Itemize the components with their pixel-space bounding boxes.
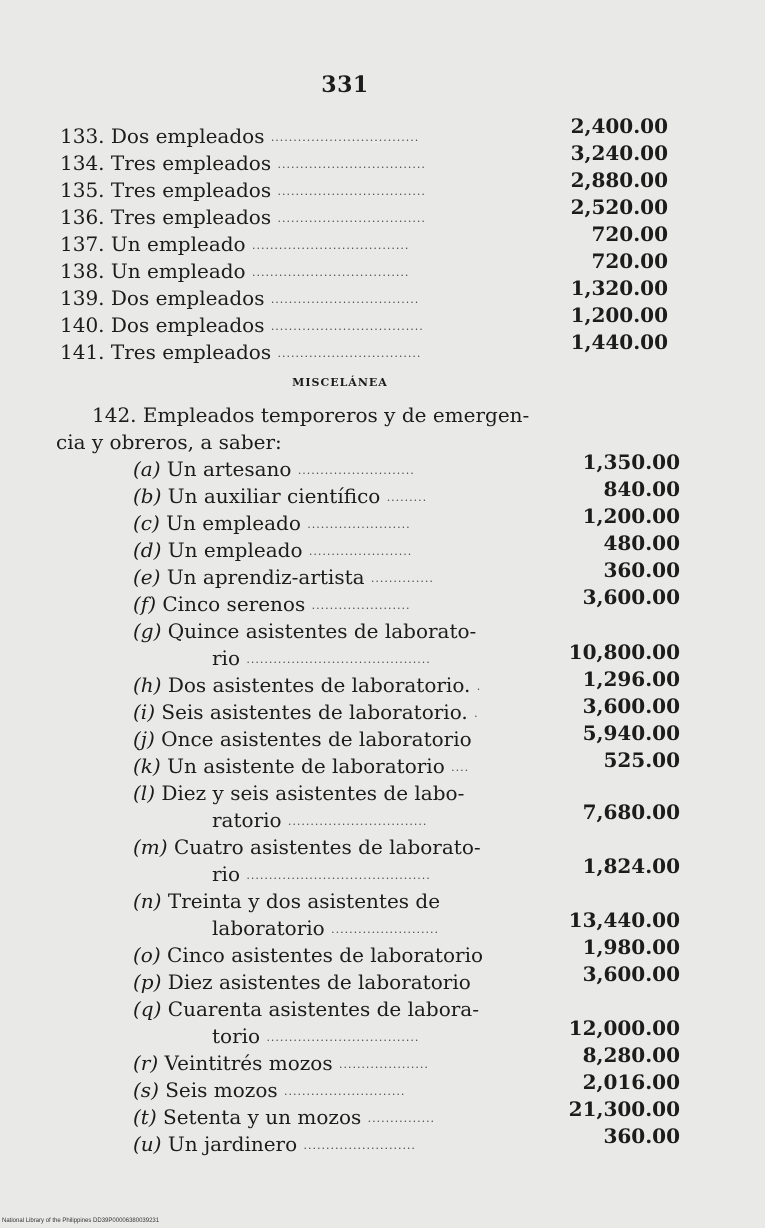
- sub-item-line: [133, 1132, 416, 1156]
- sub-item-line: [133, 619, 476, 643]
- entry-line: [60, 313, 424, 337]
- entry-label: 135. Tres empleados: [60, 178, 272, 202]
- leader-dots: ........................: [331, 923, 440, 936]
- sub-item-letter: (e): [133, 565, 161, 589]
- sub-item-line: [133, 943, 483, 967]
- leader-dots: .......................: [307, 518, 411, 531]
- sub-item-line: [133, 673, 481, 697]
- sub-item-amount: 1,350.00: [582, 450, 680, 474]
- sub-item-text-2: rio: [212, 862, 240, 886]
- leader-dots: .........................................: [246, 653, 431, 666]
- sub-item-amount: 525.00: [603, 748, 680, 772]
- sub-item-amount: 1,296.00: [582, 667, 680, 691]
- entry-label: 133. Dos empleados: [60, 124, 265, 148]
- entry-line: [60, 151, 426, 175]
- entry-label: 136. Tres empleados: [60, 205, 272, 229]
- sub-item-letter: (h): [133, 673, 162, 697]
- sub-item-letter: (o): [133, 943, 161, 967]
- sub-item-letter: (a): [133, 457, 161, 481]
- sub-item-line: [133, 538, 412, 562]
- sub-item-continuation: [212, 916, 439, 940]
- sub-item-text: Quince asistentes de laborato-: [167, 619, 477, 643]
- sub-item-amount: 5,940.00: [582, 721, 680, 745]
- sub-item-continuation: [212, 862, 431, 886]
- sub-item-line: [133, 754, 469, 778]
- sub-item-line: [133, 565, 434, 589]
- entry-amount: 720.00: [591, 249, 668, 273]
- sub-item-amount: 21,300.00: [568, 1097, 680, 1121]
- leader-dots: .: [474, 707, 479, 720]
- sub-item-continuation: [212, 808, 427, 832]
- leader-dots: .........................................: [246, 869, 431, 882]
- sub-item-amount: 360.00: [603, 558, 680, 582]
- entry-amount: 2,520.00: [570, 195, 668, 219]
- sub-item-text: Veintitrés mozos: [164, 1051, 333, 1075]
- sub-item-text: Seis mozos: [165, 1078, 278, 1102]
- sub-item-text-2: torio: [212, 1024, 261, 1048]
- entry-label: 141. Tres empleados: [60, 340, 272, 364]
- sub-item-letter: (l): [133, 781, 156, 805]
- sub-item-text-2: rio: [212, 646, 240, 670]
- sub-item-text: Un empleado: [166, 511, 301, 535]
- entry-amount: 1,440.00: [570, 330, 668, 354]
- sub-item-line: [133, 835, 481, 859]
- entry-line: [60, 259, 409, 283]
- sub-item-text-2: ratorio: [212, 808, 282, 832]
- sub-item-text: Cinco asistentes de laboratorio: [167, 943, 484, 967]
- sub-item-amount: 1,980.00: [582, 935, 680, 959]
- sub-item-line: [133, 781, 464, 805]
- sub-item-continuation: [212, 646, 431, 670]
- sub-item-amount: 8,280.00: [582, 1043, 680, 1067]
- sub-item-letter: (k): [133, 754, 161, 778]
- sub-item-letter: (p): [133, 970, 162, 994]
- leader-dots: .: [476, 680, 482, 693]
- sub-item-amount: 12,000.00: [568, 1016, 680, 1040]
- sub-item-line: [133, 1051, 429, 1075]
- sub-item-letter: (j): [133, 727, 155, 751]
- sub-item-letter: (q): [133, 997, 162, 1021]
- sub-item-amount: 1,200.00: [582, 504, 680, 528]
- entry-amount: 3,240.00: [570, 141, 668, 165]
- leader-dots: ..........................: [297, 464, 415, 477]
- entry-line: [60, 286, 419, 310]
- intro-line-1: 142. Empleados temporeros y de emergen-: [92, 403, 530, 427]
- leader-dots: .........................: [303, 1139, 416, 1152]
- sub-item-text: Diez asistentes de laboratorio: [167, 970, 471, 994]
- leader-dots: .................................: [270, 131, 420, 144]
- sub-item-line: [133, 1105, 435, 1129]
- sub-item-text: Once asistentes de laboratorio: [161, 727, 472, 751]
- entry-line: [60, 340, 421, 364]
- leader-dots: ..................................: [266, 1031, 420, 1044]
- leader-dots: .................................: [277, 185, 426, 198]
- sub-item-line: [133, 1078, 405, 1102]
- sub-item-letter: (i): [133, 700, 156, 724]
- sub-item-text: Un jardinero: [167, 1132, 298, 1156]
- sub-item-text: Seis asistentes de laboratorio.: [161, 700, 468, 724]
- sub-item-text: Un artesano: [166, 457, 292, 481]
- sub-item-line: [133, 511, 411, 535]
- leader-dots: ..............: [370, 572, 434, 585]
- sub-item-amount: 3,600.00: [582, 962, 680, 986]
- page-number: 331: [321, 72, 369, 98]
- entry-amount: 2,400.00: [570, 114, 668, 138]
- entry-amount: 1,320.00: [570, 276, 668, 300]
- entry-label: 140. Dos empleados: [60, 313, 265, 337]
- sub-item-line: [133, 457, 415, 481]
- sub-item-text: Diez y seis asistentes de labo-: [161, 781, 465, 805]
- leader-dots: .................................: [270, 293, 420, 306]
- sub-item-text: Un empleado: [167, 538, 303, 562]
- sub-item-amount: 480.00: [603, 531, 680, 555]
- sub-item-letter: (t): [133, 1105, 157, 1129]
- sub-item-text: Cuarenta asistentes de labora-: [167, 997, 479, 1021]
- leader-dots: .........: [386, 491, 428, 504]
- sub-item-text: Dos asistentes de laboratorio.: [167, 673, 471, 697]
- sub-item-letter: (n): [133, 889, 162, 913]
- leader-dots: ...........................: [284, 1085, 406, 1098]
- sub-item-line: [133, 700, 479, 724]
- sub-item-text: Un auxiliar científico: [167, 484, 381, 508]
- entry-label: 139. Dos empleados: [60, 286, 265, 310]
- entry-label: 138. Un empleado: [60, 259, 246, 283]
- leader-dots: ...............................: [287, 815, 428, 828]
- sub-item-text: Un aprendiz-artista: [166, 565, 365, 589]
- leader-dots: ...............: [367, 1112, 436, 1125]
- leader-dots: .......................: [308, 545, 413, 558]
- sub-item-letter: (g): [133, 619, 162, 643]
- leader-dots: .................................: [277, 158, 426, 171]
- leader-dots: ......................: [311, 599, 411, 612]
- sub-item-letter: (r): [133, 1051, 159, 1075]
- leader-dots: ....................: [338, 1058, 429, 1071]
- sub-item-line: [133, 592, 411, 616]
- sub-item-amount: 7,680.00: [582, 800, 680, 824]
- entry-line: [60, 178, 426, 202]
- entry-amount: 720.00: [591, 222, 668, 246]
- sub-item-amount: 3,600.00: [582, 694, 680, 718]
- sub-item-text: Cinco serenos: [162, 592, 306, 616]
- sub-item-letter: (m): [133, 835, 168, 859]
- sub-item-line: [133, 997, 479, 1021]
- sub-item-continuation: [212, 1024, 419, 1048]
- sub-item-letter: (c): [133, 511, 160, 535]
- intro-line-2: cia y obreros, a saber:: [56, 430, 282, 454]
- leader-dots: ...................................: [251, 266, 410, 279]
- leader-dots: .................................: [277, 212, 426, 225]
- sub-item-text-2: laboratorio: [212, 916, 325, 940]
- sub-item-text: Un asistente de laboratorio: [167, 754, 445, 778]
- entry-amount: 1,200.00: [570, 303, 668, 327]
- entry-line: [60, 205, 426, 229]
- sub-item-amount: 10,800.00: [568, 640, 680, 664]
- leader-dots: ................................: [277, 347, 422, 360]
- sub-item-amount: 360.00: [603, 1124, 680, 1148]
- sub-item-letter: (d): [133, 538, 162, 562]
- sub-item-amount: 3,600.00: [582, 585, 680, 609]
- sub-item-letter: (b): [133, 484, 162, 508]
- leader-dots: ..................................: [270, 320, 424, 333]
- footer-text: National Library of the Philippines DD39P00006380039231: [2, 1218, 160, 1224]
- sub-item-text: Treinta y dos asistentes de: [167, 889, 441, 913]
- sub-item-line: [133, 889, 440, 913]
- sub-item-amount: 840.00: [603, 477, 680, 501]
- sub-item-text: Cuatro asistentes de laborato-: [173, 835, 481, 859]
- section-title: MISCELÁNEA: [292, 376, 388, 389]
- sub-item-text: Setenta y un mozos: [163, 1105, 362, 1129]
- sub-item-letter: (f): [133, 592, 157, 616]
- entry-label: 137. Un empleado: [60, 232, 246, 256]
- sub-item-amount: 2,016.00: [582, 1070, 680, 1094]
- sub-item-line: [133, 727, 472, 751]
- sub-item-line: [133, 484, 427, 508]
- sub-item-amount: 13,440.00: [568, 908, 680, 932]
- entry-label: 134. Tres empleados: [60, 151, 272, 175]
- sub-item-letter: (u): [133, 1132, 162, 1156]
- leader-dots: ...................................: [251, 239, 410, 252]
- leader-dots: ....: [451, 761, 470, 774]
- entry-line: [60, 124, 419, 148]
- sub-item-amount: 1,824.00: [582, 854, 680, 878]
- entry-line: [60, 232, 409, 256]
- entry-amount: 2,880.00: [570, 168, 668, 192]
- sub-item-letter: (s): [133, 1078, 159, 1102]
- sub-item-line: [133, 970, 471, 994]
